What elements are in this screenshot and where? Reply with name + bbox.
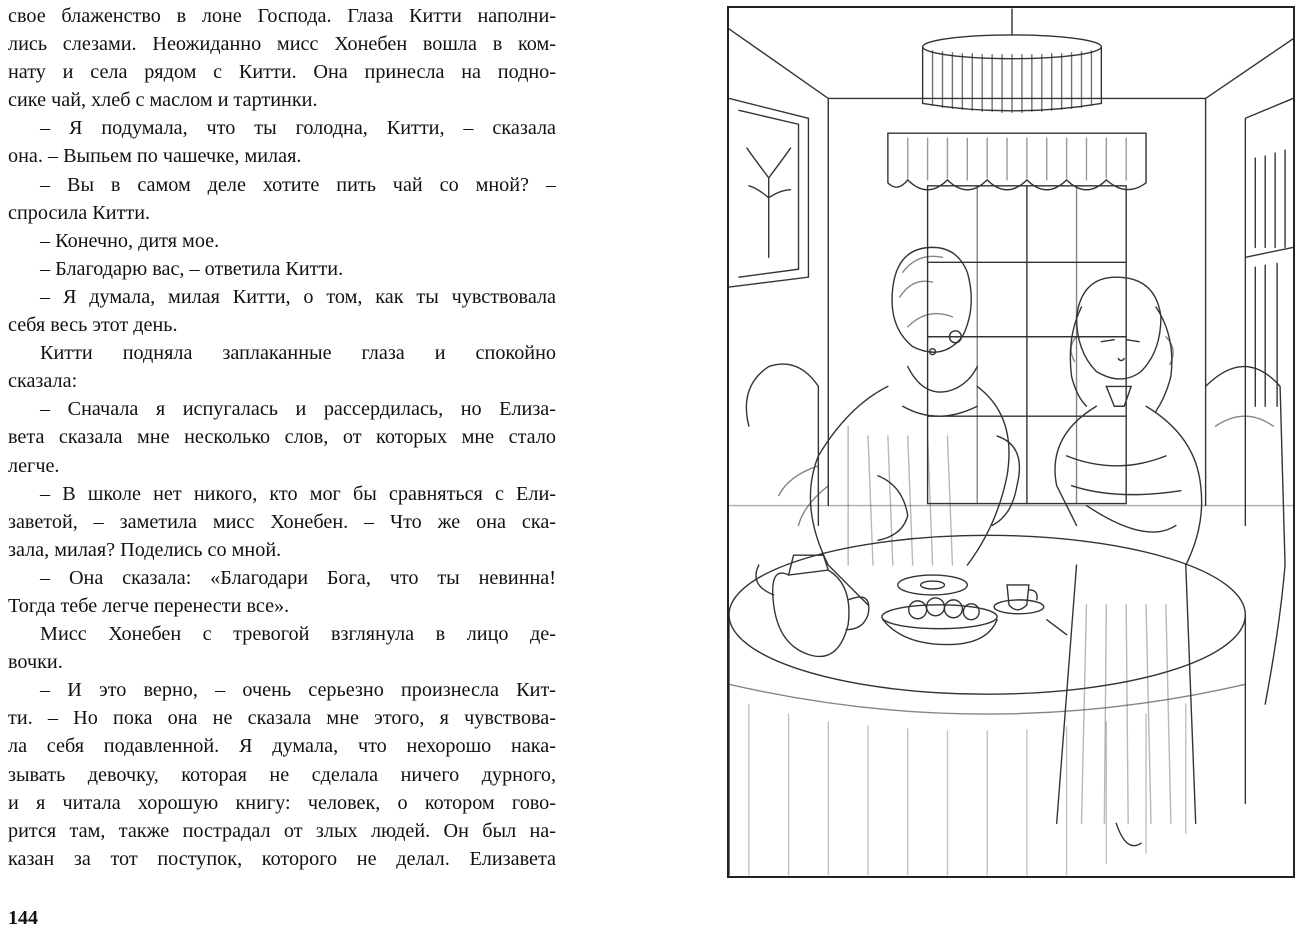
text-line: – Вы в самом деле хотите пить чай со мной? –: [40, 173, 556, 196]
text-line: сике чай, хлеб с маслом и тартинки.: [8, 89, 318, 112]
text-line: и я читала хорошую книгу: человек, о котором гово-: [8, 791, 556, 814]
text-line: вочки.: [8, 651, 63, 674]
text-line: – Сначала я испугалась и рассердилась, но Елиза-: [40, 398, 556, 421]
text-line: – Я подумала, что ты голодна, Китти, – сказала: [40, 117, 556, 140]
text-line: – В школе нет никого, кто мог бы сравняться с Ели-: [40, 482, 556, 505]
text-line: – Я думала, милая Китти, о том, как ты чувствовала: [40, 285, 556, 308]
text-line: Китти подняла заплаканные глаза и спокойно: [40, 342, 556, 365]
text-line: ти. – Но пока она не сказала мне этого, я чувствова-: [8, 707, 556, 730]
body-text: [8, 2, 556, 873]
older-woman: [779, 247, 1020, 604]
room-walls: [729, 29, 1293, 506]
illustration-two-women-at-tea: [727, 6, 1295, 878]
text-line: казан за тот поступок, которого не делал. Елизавета: [8, 847, 556, 870]
text-line: себя весь этот день.: [8, 314, 178, 337]
tea-set: [756, 555, 1067, 656]
text-line: Мисс Хонебен с тревогой взглянула в лицо де-: [40, 623, 556, 646]
text-line: – Конечно, дитя мое.: [40, 229, 220, 252]
text-line: зала, милая? Поделись со мной.: [8, 538, 282, 561]
page-number: 144: [8, 907, 38, 929]
text-line: она. – Выпьем по чашечке, милая.: [8, 145, 302, 168]
text-line: нату и села рядом с Китти. Она принесла на подно-: [8, 61, 556, 84]
text-line: ла себя подавленной. Я думала, что нехорошо нака-: [8, 735, 556, 758]
bookcase: [1245, 98, 1293, 525]
curtain-valance: [888, 133, 1146, 190]
text-line: заветой, – заметила мисс Хонебен. – Что же она ска-: [8, 510, 556, 533]
text-line: – Она сказала: «Благодари Бога, что ты невинна!: [40, 566, 556, 589]
text-line: спросила Китти.: [8, 201, 151, 224]
window: [928, 186, 1127, 504]
text-line: Тогда тебе легче перенести все».: [8, 594, 290, 617]
lamp-shade: [923, 9, 1102, 112]
wall-painting: [729, 98, 808, 287]
text-line: сказала:: [8, 370, 78, 393]
text-line: зывать девочку, которая не сделала ничего дурного,: [8, 763, 556, 786]
text-line: лись слезами. Неожиданно мисс Хонебен вошла в ком-: [8, 33, 556, 56]
text-line: свое блаженство в лоне Господа. Глаза Китти наполни-: [8, 5, 556, 27]
text-line: – Благодарю вас, – ответила Китти.: [40, 257, 344, 280]
text-line: легче.: [8, 454, 60, 477]
text-line: – И это верно, – очень серьезно произнесла Кит-: [40, 679, 556, 702]
text-line: вета сказала мне несколько слов, от которых мне стало: [8, 426, 556, 449]
text-line: рится там, также пострадал от злых людей. Он был на-: [8, 819, 556, 842]
chairs: [746, 364, 1285, 704]
